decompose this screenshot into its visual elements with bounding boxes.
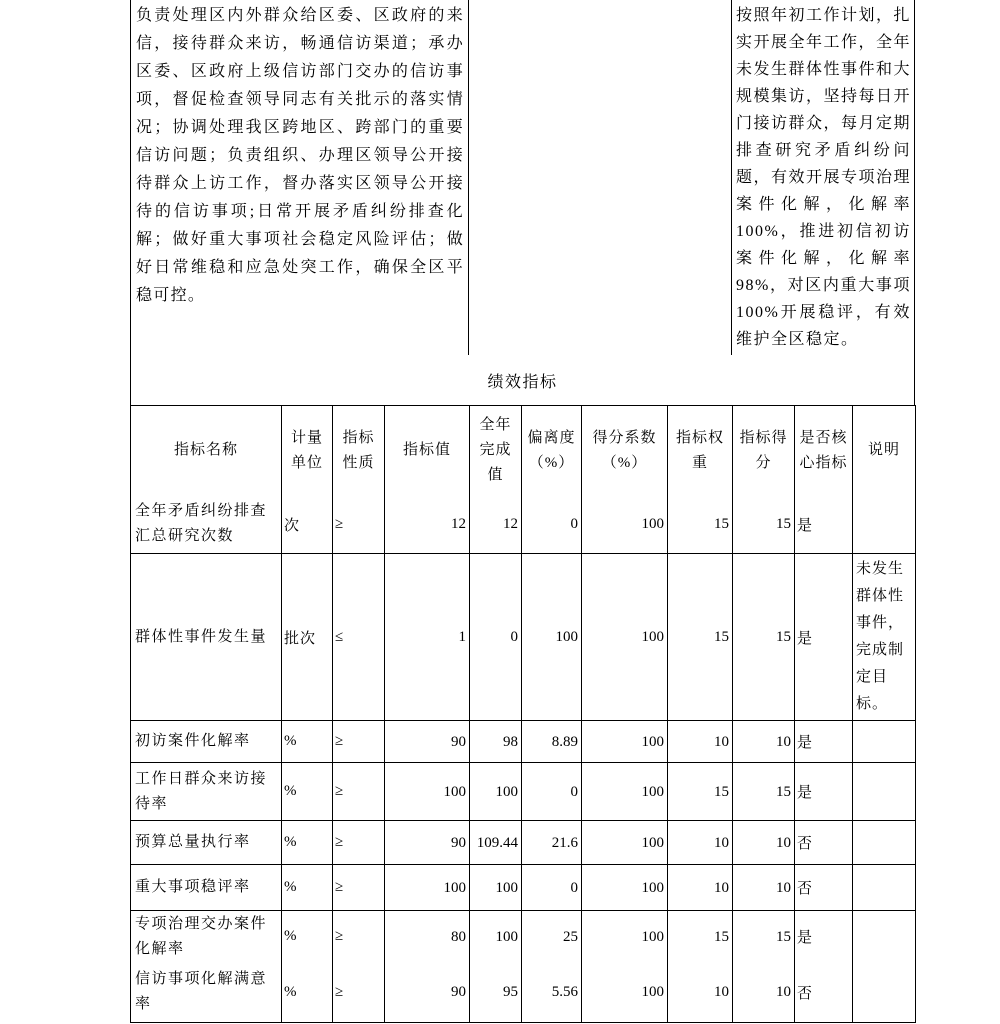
header-note: 说明: [853, 406, 916, 496]
table-row: [131, 865, 916, 911]
cell-completed: 98: [470, 721, 522, 763]
table-row: [131, 554, 916, 721]
cell-core: 否: [795, 821, 853, 865]
cell-score-coef: 100: [582, 963, 668, 1023]
cell-note: [853, 721, 916, 763]
cell-weight: 10: [668, 721, 733, 763]
header-score-coefficient: 得分系数（%）: [582, 406, 668, 496]
cell-note: [853, 865, 916, 911]
cell-weight: 15: [668, 911, 733, 963]
cell-core: 否: [795, 865, 853, 911]
cell-target: 80: [385, 911, 470, 963]
empty-middle-cell: [469, 0, 732, 355]
cell-note: [853, 963, 916, 1023]
cell-score: 10: [733, 821, 795, 865]
cell-core: 是: [795, 763, 853, 821]
cell-score: 15: [733, 911, 795, 963]
cell-deviation: 25: [522, 911, 582, 963]
indicator-table-body: [131, 496, 916, 1023]
cell-note: [853, 763, 916, 821]
cell-completed: 12: [470, 496, 522, 554]
cell-score: 15: [733, 496, 795, 554]
cell-unit: 批次: [282, 554, 333, 721]
cell-unit: 次: [282, 496, 333, 554]
cell-score-coef: 100: [582, 721, 668, 763]
cell-name: 预算总量执行率: [131, 821, 282, 865]
cell-weight: 15: [668, 496, 733, 554]
cell-unit: %: [282, 821, 333, 865]
cell-score-coef: 100: [582, 763, 668, 821]
cell-score: 10: [733, 865, 795, 911]
cell-nature: ≥: [333, 721, 385, 763]
cell-core: 是: [795, 496, 853, 554]
cell-note: [853, 496, 916, 554]
cell-nature: ≤: [333, 554, 385, 721]
section-title: 绩效指标: [487, 373, 558, 391]
header-score: 指标得分: [733, 406, 795, 496]
header-indicator-name: 指标名称: [131, 406, 282, 496]
cell-nature: ≥: [333, 865, 385, 911]
cell-score-coef: 100: [582, 496, 668, 554]
cell-note: [853, 911, 916, 963]
header-unit: 计量单位: [282, 406, 333, 496]
cell-weight: 10: [668, 865, 733, 911]
cell-nature: ≥: [333, 911, 385, 963]
header-weight: 指标权重: [668, 406, 733, 496]
cell-name: 重大事项稳评率: [131, 865, 282, 911]
table-row: [131, 496, 916, 554]
cell-target: 100: [385, 763, 470, 821]
cell-score-coef: 100: [582, 911, 668, 963]
cell-core: 是: [795, 911, 853, 963]
cell-nature: ≥: [333, 763, 385, 821]
cell-nature: ≥: [333, 963, 385, 1023]
cell-deviation: 100: [522, 554, 582, 721]
cell-name: 全年矛盾纠纷排查汇总研究次数: [131, 496, 282, 554]
cell-completed: 95: [470, 963, 522, 1023]
evaluation-document: [130, 0, 915, 1023]
header-annual-completed: 全年完成值: [470, 406, 522, 496]
cell-deviation: 0: [522, 865, 582, 911]
cell-unit: %: [282, 721, 333, 763]
cell-core: 是: [795, 721, 853, 763]
cell-name: 工作日群众来访接待率: [131, 763, 282, 821]
cell-target: 12: [385, 496, 470, 554]
cell-deviation: 21.6: [522, 821, 582, 865]
cell-score: 10: [733, 963, 795, 1023]
cell-deviation: 0: [522, 763, 582, 821]
cell-deviation: 8.89: [522, 721, 582, 763]
cell-note: [853, 821, 916, 865]
cell-score-coef: 100: [582, 865, 668, 911]
table-row: [131, 911, 916, 963]
cell-unit: %: [282, 963, 333, 1023]
table-header-row: [131, 406, 916, 496]
cell-weight: 10: [668, 821, 733, 865]
cell-name: 信访事项化解满意率: [131, 963, 282, 1023]
section-title-band: [130, 355, 915, 405]
table-row: [131, 721, 916, 763]
table-row: [131, 963, 916, 1023]
duty-and-summary-section: [130, 0, 915, 355]
cell-target: 1: [385, 554, 470, 721]
cell-nature: ≥: [333, 821, 385, 865]
header-is-core: 是否核心指标: [795, 406, 853, 496]
cell-completed: 109.44: [470, 821, 522, 865]
indicator-table: [130, 405, 916, 1023]
table-row: [131, 763, 916, 821]
cell-score: 10: [733, 721, 795, 763]
cell-note: 未发生群体性事件，完成制定目标。: [853, 554, 916, 721]
cell-completed: 0: [470, 554, 522, 721]
cell-weight: 10: [668, 963, 733, 1023]
cell-completed: 100: [470, 911, 522, 963]
cell-score: 15: [733, 763, 795, 821]
cell-score: 15: [733, 554, 795, 721]
header-target-value: 指标值: [385, 406, 470, 496]
table-row: [131, 821, 916, 865]
cell-core: 否: [795, 963, 853, 1023]
cell-unit: %: [282, 911, 333, 963]
cell-name: 专项治理交办案件化解率: [131, 911, 282, 963]
cell-completed: 100: [470, 865, 522, 911]
cell-target: 90: [385, 963, 470, 1023]
cell-nature: ≥: [333, 496, 385, 554]
cell-weight: 15: [668, 554, 733, 721]
cell-target: 90: [385, 821, 470, 865]
header-deviation: 偏离度（%）: [522, 406, 582, 496]
cell-name: 群体性事件发生量: [131, 554, 282, 721]
cell-name: 初访案件化解率: [131, 721, 282, 763]
cell-target: 100: [385, 865, 470, 911]
cell-score-coef: 100: [582, 821, 668, 865]
cell-completed: 100: [470, 763, 522, 821]
duty-description-cell: 负责处理区内外群众给区委、区政府的来信，接待群众来访，畅通信访渠道；承办区委、区政府上级信访部门交办的信访事项，督促检查领导同志有关批示的落实情况；协调处理我区跨地区、跨部门的重要信访问题；负责组织、办理区领导公开接待群众上访工作，督办落实区领导公开接待的信访事项;日常开展矛盾纠纷排查化解；做好重大事项社会稳定风险评估；做好日常维稳和应急处突工作，确保全区平稳可控。: [131, 0, 469, 355]
cell-deviation: 5.56: [522, 963, 582, 1023]
annual-summary-cell: 按照年初工作计划，扎实开展全年工作，全年未发生群体性事件和大规模集访，坚持每日开门接访群众，每月定期排查研究矛盾纠纷问题，有效开展专项治理案件化解，化解率100%，推进初信初访案件化解，化解率98%，对区内重大事项100%开展稳评，有效维护全区稳定。: [736, 7, 912, 348]
header-nature: 指标性质: [333, 406, 385, 496]
cell-deviation: 0: [522, 496, 582, 554]
cell-target: 90: [385, 721, 470, 763]
cell-unit: %: [282, 865, 333, 911]
cell-weight: 15: [668, 763, 733, 821]
cell-core: 是: [795, 554, 853, 721]
cell-score-coef: 100: [582, 554, 668, 721]
cell-unit: %: [282, 763, 333, 821]
